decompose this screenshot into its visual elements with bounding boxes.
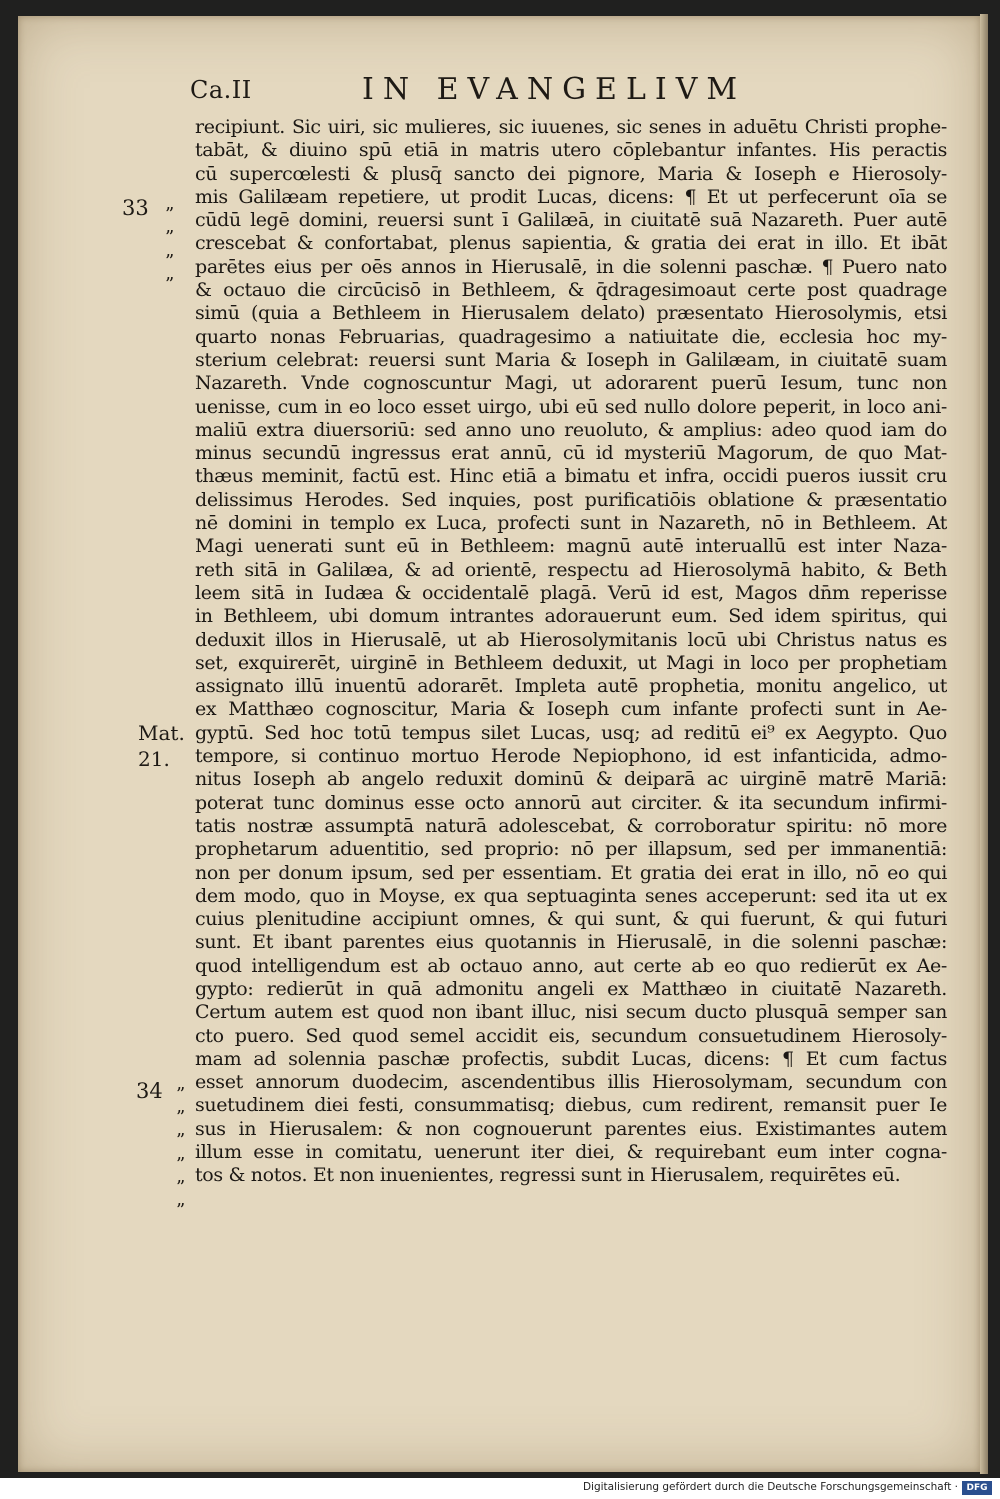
quote-mark: ”	[176, 1107, 186, 1128]
text-line: Certum autem est quod non ibant illuc, nisi secum ducto plusquā semper san	[195, 1001, 947, 1024]
text-line: maliū extra diuersoriū: sed anno uno reuoluto, & amplius: adeo quod iam do	[195, 418, 947, 441]
text-line: gyptū. Sed hoc totū tempus silet Lucas, usq; ad reditū ei⁹ ex Aegypto. Quo	[195, 721, 947, 744]
text-line: uenisse, cum in eo loco esset uirgo, ubi eū sed nullo dolore peperit, in loco ani-	[195, 395, 947, 418]
quote-mark: ”	[165, 227, 175, 248]
text-line: mam ad solennia paschæ profectis, subdit Lucas, dicens: ¶ Et cum factus	[195, 1047, 947, 1070]
text-line: reth sitā in Galilæa, & ad orientē, respectu ad Hierosolymā habito, & Beth	[195, 558, 947, 581]
text-line: sunt. Et ibant parentes eius quotannis in Hierusalē, in die solenni paschæ:	[195, 931, 947, 954]
text-line: quod intelligendum est ab octauo anno, aut certe ab eo quo redierūt ex Ae-	[195, 954, 947, 977]
body-text	[195, 116, 947, 1188]
text-line: suetudinem diei festi, consummatisq; diebus, cum redirent, remansit puer Ie	[195, 1094, 947, 1117]
text-line: recipiunt. Sic uiri, sic mulieres, sic iuuenes, sic senes in aduētu Christi prophe-	[195, 116, 947, 138]
text-line: simū (quia a Bethleem in Hierusalem delato) præsentato Hierosolymis, etsi	[195, 302, 947, 325]
verse-number-33: 33	[122, 196, 149, 220]
text-line: nē domini in templo ex Luca, profecti sunt in Nazareth, nō in Bethleem. At	[195, 512, 947, 535]
text-line: leem sitā in Iudæa & occidentalē plagā. Verū id est, Magos dn̄m reperisse	[195, 581, 947, 604]
quote-mark: ”	[165, 251, 175, 272]
quote-mark: ”	[165, 274, 175, 295]
running-head	[186, 72, 786, 112]
text-line: non per donum ipsum, sed per essentiam. Et gratia dei erat in illo, nō eo qui	[195, 861, 947, 884]
page-edge	[980, 14, 988, 1474]
text-line: in Bethleem, ubi domum intrantes adorauerunt eum. Sed idem spiritus, qui	[195, 605, 947, 628]
text-line: sterium celebrat: reuersi sunt Maria & Ioseph in Galilæam, in ciuitatē suam	[195, 348, 947, 371]
text-line: cuius plenitudine accipiunt omnes, & qui sunt, & qui fuerunt, & qui futuri	[195, 908, 947, 931]
quote-mark: ”	[176, 1177, 186, 1198]
text-line: & octauo die circūcisō in Bethleem, & q̄dragesimoaut certe post quadrage	[195, 279, 947, 302]
text-line: tabāt, & diuino spū etiā in matris utero cōplebantur infantes. His peractis	[195, 139, 947, 162]
text-line: delissimus Herodes. Sed inquies, post purificatiōis oblatione & præsentatio	[195, 488, 947, 511]
text-line: tempore, si continuo mortuo Herode Nepiophono, id est infanticida, admo-	[195, 745, 947, 768]
text-line: cū supercœlesti & plusq̄ sancto dei pignore, Maria & Ioseph e Hierosoly-	[195, 162, 947, 185]
text-line: gypto: redierūt in quā admonitu angeli ex Matthæo in ciuitatē Nazareth.	[195, 977, 947, 1000]
text-line: tatis nostræ assumptā naturā adolescebat, & corroboratur spiritu: nō more	[195, 814, 947, 837]
text-line: deduxit illos in Hierusalē, ut ab Hierosolymitanis locū ubi Christus natus es	[195, 628, 947, 651]
text-line: thæus meminit, factū est. Hinc etiā a bimatu et infra, occidi pueros iussit cru	[195, 465, 947, 488]
text-line: quarto nonas Februarias, quadragesimo a natiuitate die, ecclesia hoc my-	[195, 325, 947, 348]
text-line: crescebat & confortabat, plenus sapientia, & gratia dei erat in illo. Et ibāt	[195, 232, 947, 255]
digitization-footer	[0, 1478, 1000, 1499]
text-line: prophetarum aduentitio, sed proprio: nō per illapsum, sed per immanentiā:	[195, 838, 947, 861]
quote-mark: ”	[176, 1154, 186, 1175]
dfg-logo: DFG	[962, 1481, 992, 1495]
text-line: tos & notos. Et non inuenientes, regressi sunt in Hierusalem, requirētes eū.	[195, 1164, 901, 1187]
running-title: IN EVANGELIVM	[362, 72, 747, 107]
quote-mark: ”	[176, 1084, 186, 1105]
funding-notice: Digitalisierung gefördert durch die Deutsche Forschungsgemeinschaft ·	[582, 1481, 958, 1493]
text-line: esset annorum duodecim, ascendentibus illis Hierosolymam, secundum con	[195, 1071, 947, 1094]
text-line: nitus Ioseph ab angelo reduxit dominū & deiparā ac uirginē matrē Mariā:	[195, 768, 947, 791]
text-line: dem modo, quo in Moyse, ex qua septuaginta senes acceperunt: sed ita ut ex	[195, 884, 947, 907]
verse-number-34: 34	[136, 1079, 163, 1103]
quote-mark: ”	[176, 1200, 186, 1221]
text-line: sus in Hierusalem: & non cognouerunt parentes eius. Existimantes autem	[195, 1117, 947, 1140]
chapter-mark: Ca.II	[190, 76, 252, 104]
quote-mark: ”	[165, 204, 175, 225]
text-line: illum esse in comitatu, uenerunt iter diei, & requirebant eum inter cogna-	[195, 1141, 947, 1164]
text-line: cūdū legē domini, reuersi sunt ī Galilæā, in ciuitatē suā Nazareth. Puer autē	[195, 209, 947, 232]
text-line: assignato illū inuentū adorarēt. Impleta autē prophetia, monitu angelico, ut	[195, 675, 947, 698]
quote-mark: ”	[176, 1130, 186, 1151]
text-line: cto puero. Sed quod semel accidit eis, secundum consuetudinem Hierosoly-	[195, 1024, 947, 1047]
text-line: mis Galilæam repetiere, ut prodit Lucas, dicens: ¶ Et ut perfecerunt oīa se	[195, 185, 947, 208]
text-line: ex Matthæo cognoscitur, Maria & Ioseph cum infante profecti sunt in Ae-	[195, 698, 947, 721]
text-line: Nazareth. Vnde cognoscuntur Magi, ut adorarent puerū Iesum, tunc non	[195, 372, 947, 395]
text-line: minus secundū ingressus erat annū, cū id mysteriū Magorum, de quo Mat-	[195, 442, 947, 465]
text-line: set, exquirerēt, uirginē in Bethleem deduxit, ut Magi in loco per prophetiam	[195, 651, 947, 674]
text-line: parētes eius per oēs annos in Hierusalē, in die solenni paschæ. ¶ Puero nato	[195, 255, 947, 278]
margin-reference-chapter: 21.	[138, 747, 170, 771]
text-line: poterat tunc dominus esse octo annorū aut circiter. & ita secundum infirmi-	[195, 791, 947, 814]
margin-reference-book: Mat.	[138, 721, 185, 745]
text-line: Magi uenerati sunt eū in Bethleem: magnū autē interuallū est inter Naza-	[195, 535, 947, 558]
